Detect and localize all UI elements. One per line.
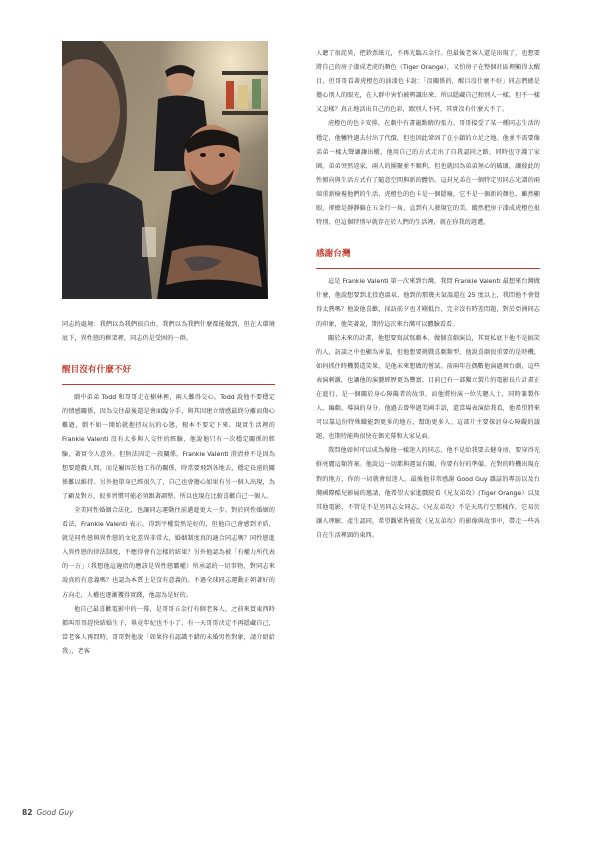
left-column bbox=[62, 318, 275, 659]
heading-divider bbox=[316, 268, 540, 269]
heading-divider bbox=[62, 384, 275, 385]
intro-paragraph: 同志的處境：我們以為我們很自由，我們以為我們什麼都能做到，但在大環境底下，異性戀的框架裡，同志仍是受困的一群。 bbox=[62, 321, 275, 343]
interview-photo bbox=[62, 41, 268, 299]
section-heading-1: 醒目沒有什麼不好 bbox=[62, 365, 132, 376]
photo-illustration bbox=[62, 41, 268, 299]
body-paragraph: 我問他如何可以成為像他一樣迷人的同志，他不是給我要去健身房，要穿得光鮮亮麗這類答案。他說這一切都與運氣有關，你要有好的準備，在對的時機出現在對的地方，你的一切就會很迷人。最後他非常感謝 Good Guy 雜誌的專訪以及台灣國際酷兒影展的邀請，他希望大家進戲院看《兄友弟攻》(Tiger Orange）以及其他電影，不管是不是男同志女同志，《兄友弟攻》不是天馬行空那樣作，它易於讓人理解、產生認同，希望觀眾皆能從《兄友弟攻》的影像與故事中，帶走一些各自在生活裡頭的東西。 bbox=[316, 447, 540, 539]
body-paragraph: 虎橙色的色卡安排，在劇中有畫龍點睛的張力。哥哥接受了某一種同志生活的穩定，他犧牲過去付出了代價，但也因此鞏固了在小鎮的立足之地。他並不需要像弟弟一樣大聲讓讓出櫃，他用自己的方式走出了自我認同之路，同時也守護了家園。弟弟突然返家，兩人的團聚並不順利，但也就因為弟弟無心的破壞，讓彼此的性傾向與生活方式有了隨意空間與新的體悟。這封兄弟在一個特定男同志光譜的兩端重新檢視他們的生活，虎橙色的色卡是一個隱喻，它不是一個新的顏色，雖然顯眼，卻總是靜靜躺在五金行一角，直到有人發現它的美。縱然把房子漆成虎橙色很特別，但這個特別早就存在於人們的生活裡，就在你我的週遭。 bbox=[316, 120, 540, 227]
section-heading-2: 感謝台灣 bbox=[316, 249, 351, 260]
body-paragraph: 他自己最喜歡電影中的一幕，是哥哥五金行有個老客人，之前來買東西時都叫哥哥趕快結婚生子，畢竟年紀也不小了。有一天哥哥決定不再隱藏自己，當老客人再問時，哥哥對他說「如果你有認識不錯的未婚男性對象，請介紹給我」，老客 bbox=[62, 605, 275, 655]
page-footer bbox=[22, 808, 74, 817]
magazine-name: Good Guy bbox=[36, 808, 74, 817]
body-paragraph: 劇中弟弟 Todd 和哥哥走在樹林裡，兩人難得交心。Todd 說他不要穩定的情感關係，因為交往最後還是會面臨分手，與其因建立情感最終分離而傷心難過，倒不如一開始就抱持玩玩的心態，根本不要定下來。現實生活裡的 Frankie Valenti 沒有太多與人交往的經驗，他說他只有一次穩定關係的經驗，著實令人意外。但無法固定一段關係，Frankie Valenti 澄清並不是因為想要遊戲人間，而是屬因於他工作的關係，時常要飛到各地去，穩定長遠的關係難以維持。另外他單身已經很久了，自己也會擔心如果有另一個人出現，為了顧及對方，很多習慣可能必須跟著調整，所以也現在比較喜歡自己一個人。 bbox=[62, 394, 275, 500]
body-paragraph: 全美同性婚姻合法化，也讓同志運動往前邁進更大一步。對於同性婚姻的看法，Frankie Valenti 表示，得到平權當然是好的，但他自己會感到矛盾，就是同性戀與異性戀的文化差異非常大，婚姻制度真的適合同志嗎？同性戀進入異性戀的律法制度，不應得會有怎樣的結果？另外他認為被「有權力所代表的一方」（我想他這邊指的應該是異性戀霸權）所承認的一切事物，對同志來說真的有意義嗎？也認為本質上是沒有意義的。不過全球同志運動正朝著好的方向走，人權也逐漸獲得實踐，他認為是好的。 bbox=[62, 506, 275, 599]
body-paragraph: 人聽了很詫異，把鈔票紙元，不再光臨五金行。但最後老客人還是出現了，也想要將自己的房子漆成老虎的顏色（Tiger Orange），又怕房子在整個社區裡顯得太醒目，但哥哥看著虎橙色的油漆色卡說：「沒關係的，醒目沒什麼不好」同志們總是擔心別人的眼光，在人群中害怕被辨識出來，所以隱藏自己和別人一樣。但不一樣又怎樣？真正地活出自己的色彩，跟別人不同，其實沒有什麼大不了。 bbox=[316, 50, 540, 114]
body-paragraph: 這是 Frankie Valenti 第一次來到台灣，我問 Frankie Valenti 最想來台灣做什麼，他說想要到北投泡溫泉，他到的那幾天氣溫還在 25 度以上，我問他不會覺得太熱嗎？他說他喜歡，採訪前夕也才剛抵台，完全沒有時差問題，對於亞洲同志的印象，他笑著說，期待這次來台灣可以體驗看看。 bbox=[316, 278, 540, 328]
right-column bbox=[316, 47, 540, 543]
page-number: 82 bbox=[22, 808, 33, 817]
body-paragraph: 關於未來的計畫，他想要寫試寫劇本，做個喜劇演員，其實私底下他不是搞笑的人，訪談之中也顯為害羞，但他想要挑戰喜劇類型，他說喜劇很重要的是時機，如何抓住時機製造笑果，是他未來想做的嘗試。前兩年在偶數他演過舞台劇，這些表演刺激，也讓他的演藝經歷更為豐富。目前已有一部獨立製片的電影長片計畫正在進行，是一個關於身心障礙者的故事，而他將扮演一位失聰人士，同時兼製作人、編劇、導演的身分。他過去曾學過美國手語，還當場表演給我看，他希望將來可以靠這份特殊職能到更多的地方，幫助更多人。這部片主要探討身心障礙的議題，也期待能夠很快在偶光幕和大家見面。 bbox=[316, 334, 540, 441]
